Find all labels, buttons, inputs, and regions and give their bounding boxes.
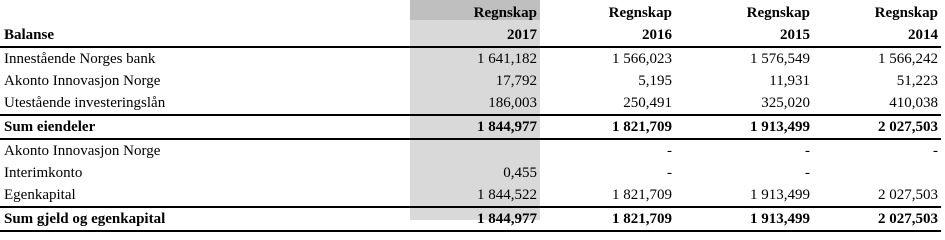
cell-value: 51,223	[896, 73, 938, 89]
column-year: 2015	[780, 27, 810, 43]
cell-value: 1 641,182	[477, 51, 537, 67]
cell-value: -	[805, 143, 810, 159]
table-row	[0, 184, 941, 207]
cell-value: 1 913,499	[675, 115, 813, 139]
cell-value	[813, 162, 941, 184]
cell-value: 250,491	[623, 95, 672, 111]
cell-value: 1 566,242	[878, 51, 938, 67]
cell-value: 1 821,709	[540, 115, 675, 139]
table-row	[0, 47, 941, 70]
column-title: Regnskap	[473, 5, 537, 21]
cell-value: -	[667, 165, 672, 181]
cell-value: -	[667, 143, 672, 159]
cell-value: -	[933, 143, 938, 159]
total-row-assets	[0, 115, 941, 139]
column-title: Regnskap	[608, 5, 672, 21]
cell-value: 2 027,503	[813, 115, 941, 139]
cell-value: 1 821,709	[540, 207, 675, 231]
cell-value: 1 844,522	[477, 187, 537, 203]
column-year: 2016	[642, 27, 672, 43]
table-row	[0, 162, 941, 184]
row-label: Akonto Innovasjon Norge	[4, 143, 161, 159]
row-label: Sum eiendeler	[0, 115, 410, 139]
cell-value: 1 821,709	[612, 187, 672, 203]
column-header-2017	[410, 0, 540, 47]
cell-value: 186,003	[488, 95, 537, 111]
cell-value: 2 027,503	[878, 187, 938, 203]
cell-value: 325,020	[761, 95, 810, 111]
row-label: Egenkapital	[4, 187, 76, 203]
table-header-row	[0, 0, 941, 47]
column-title: Regnskap	[874, 5, 938, 21]
cell-value	[410, 139, 540, 162]
cell-value: 1 913,499	[675, 207, 813, 231]
column-header-2014	[813, 0, 941, 47]
cell-value: 410,038	[889, 95, 938, 111]
table-row	[0, 139, 941, 162]
column-header-2016	[540, 0, 675, 47]
row-label: Akonto Innovasjon Norge	[4, 73, 161, 89]
cell-value: 1 566,023	[612, 51, 672, 67]
header-label: Balanse	[0, 0, 410, 47]
cell-value: 1 844,977	[410, 115, 540, 139]
cell-value: 1 576,549	[750, 51, 810, 67]
total-row-liabilities-equity	[0, 207, 941, 231]
row-label: Interimkonto	[4, 165, 83, 181]
column-year: 2014	[908, 27, 938, 43]
row-label: Sum gjeld og egenkapital	[0, 207, 410, 231]
cell-value: 17,792	[495, 73, 537, 89]
row-label: Utestående investeringslån	[4, 95, 166, 111]
column-title: Regnskap	[746, 5, 810, 21]
cell-value: 11,931	[769, 73, 810, 89]
column-header-2015	[675, 0, 813, 47]
row-label: Innestående Norges bank	[4, 51, 156, 67]
column-year: 2017	[507, 27, 537, 43]
cell-value: 5,195	[638, 73, 672, 89]
cell-value: 1 913,499	[750, 187, 810, 203]
cell-value: 2 027,503	[813, 207, 941, 231]
cell-value: 0,455	[503, 165, 537, 181]
table-row	[0, 70, 941, 92]
cell-value: -	[805, 165, 810, 181]
cell-value: 1 844,977	[410, 207, 540, 231]
table-row	[0, 92, 941, 115]
